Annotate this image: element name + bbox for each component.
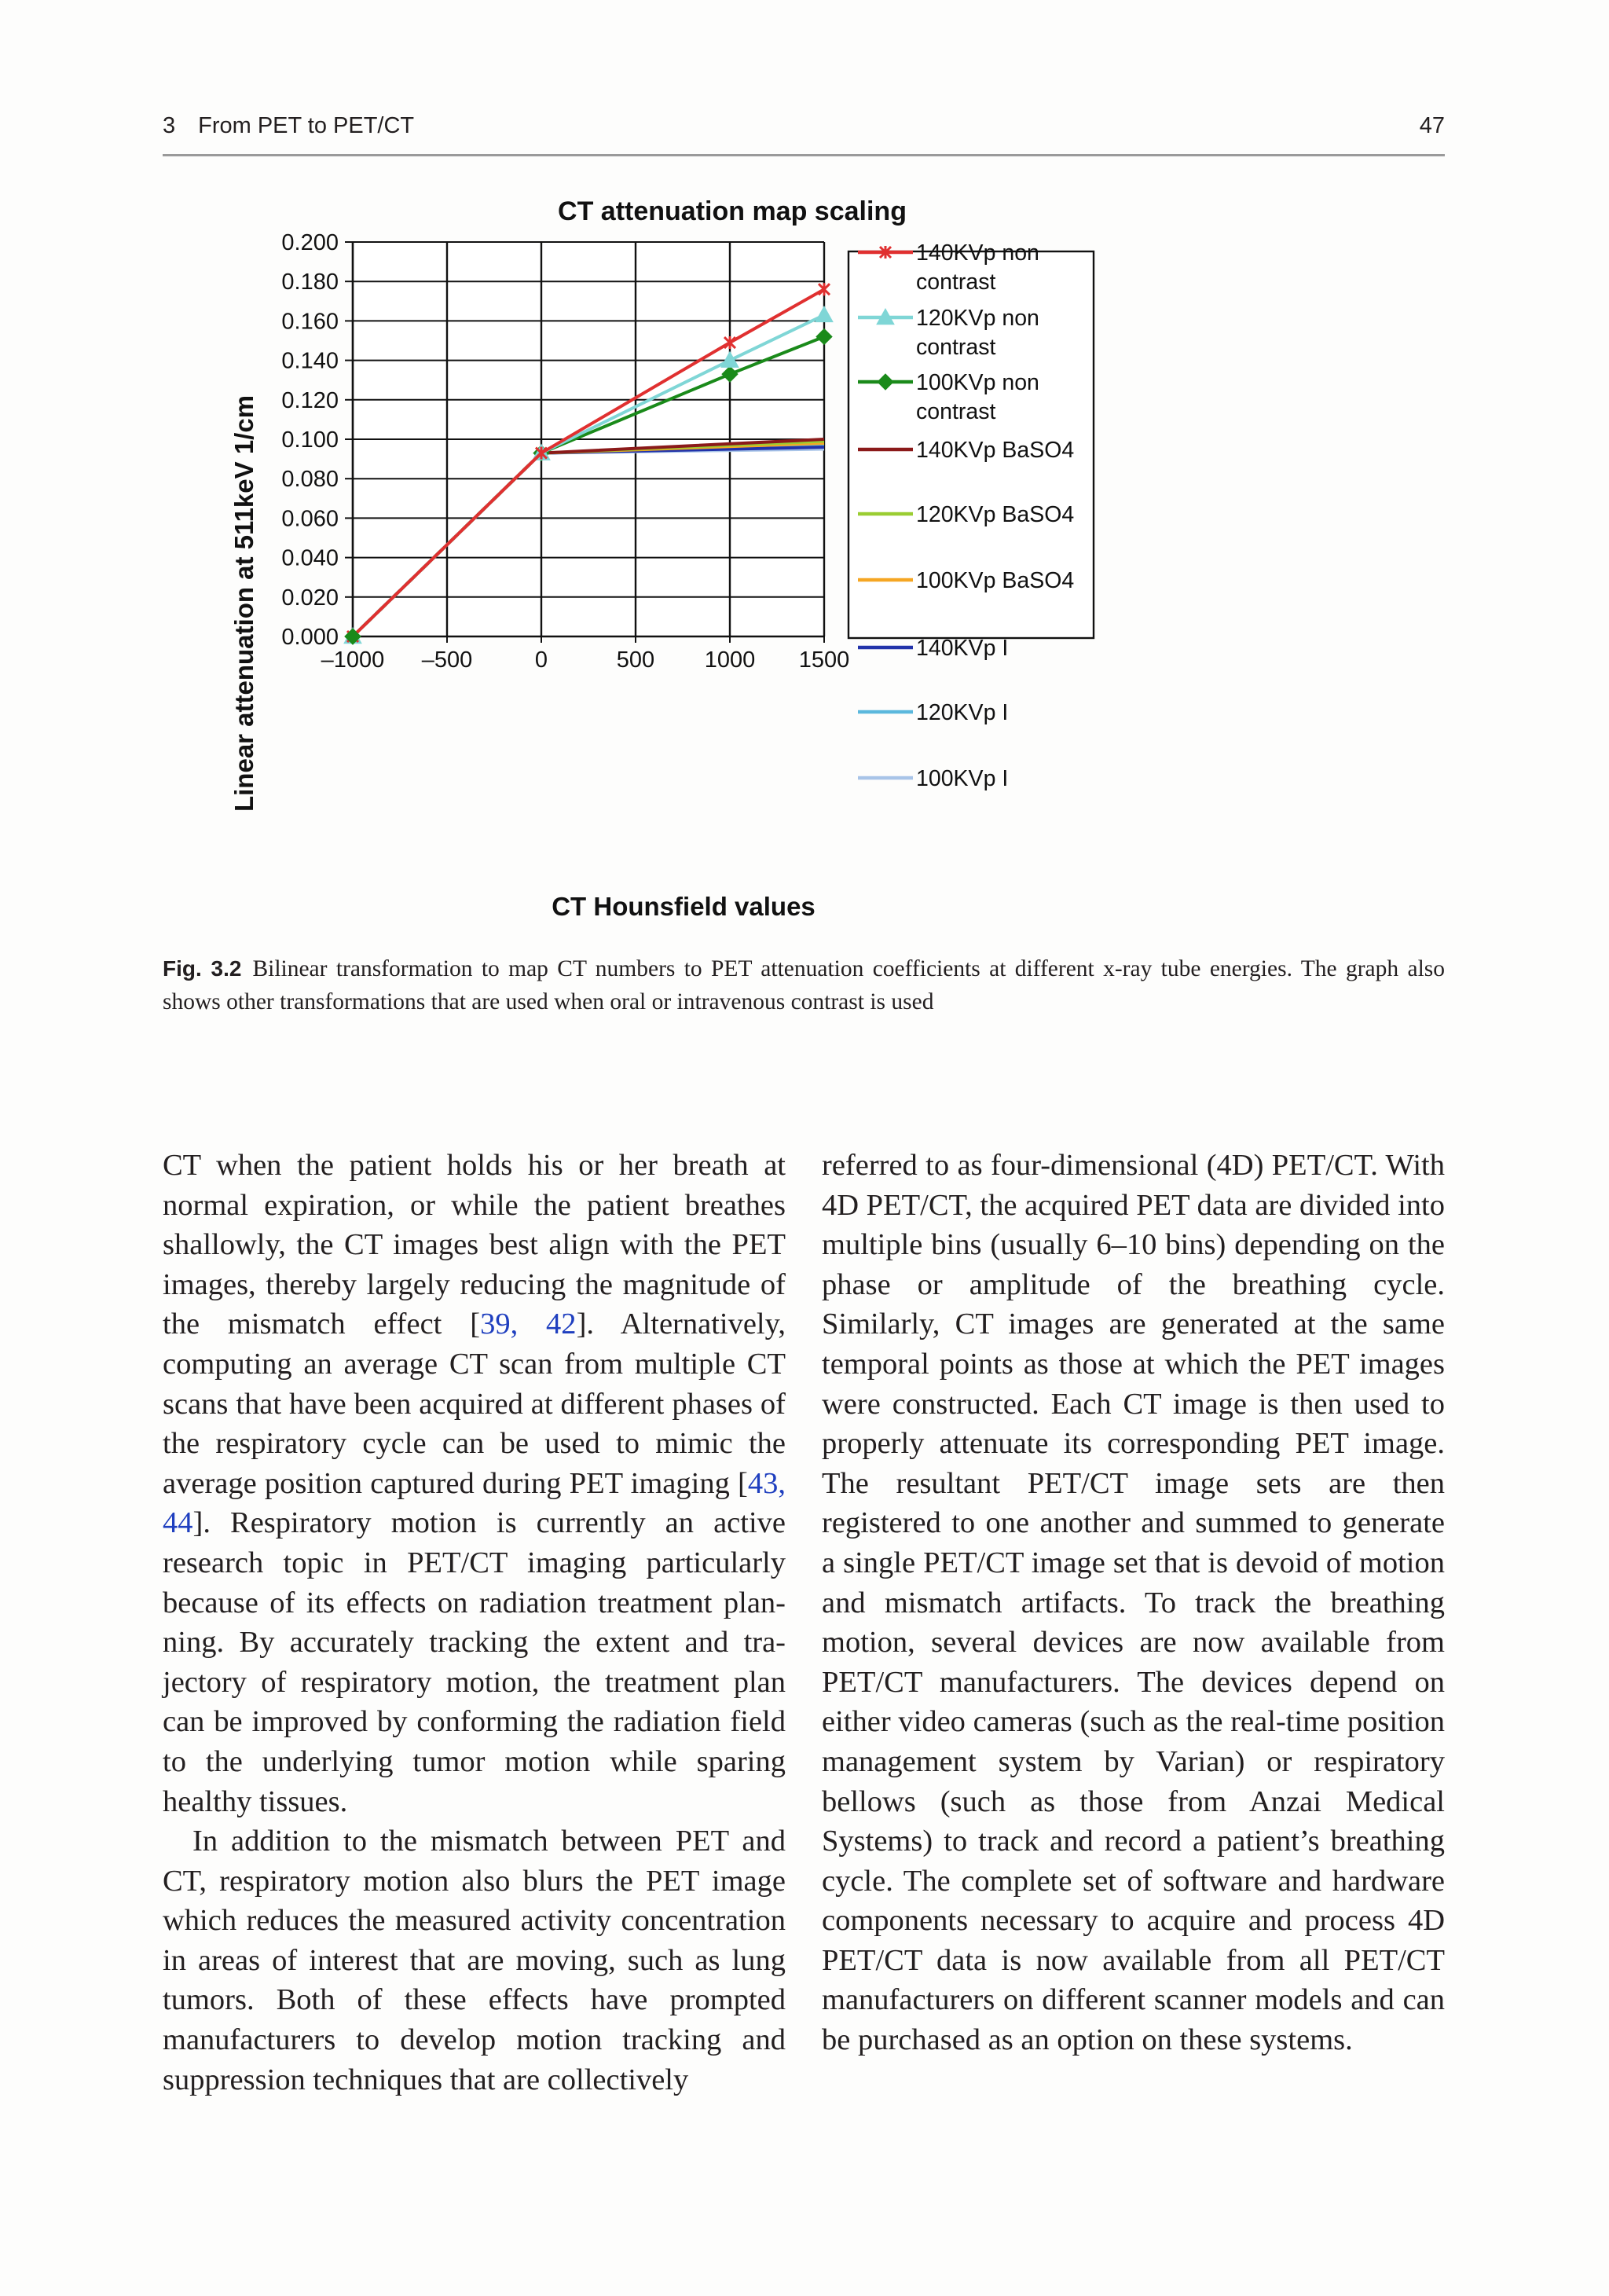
x-tick-label: 500: [616, 647, 655, 673]
y-tick-label: 0.020: [281, 585, 339, 611]
y-tick-label: 0.040: [281, 545, 339, 571]
y-tick-label: 0.060: [281, 506, 339, 532]
figure-caption-text: Bilinear transformation to map CT numbers to PET attenuation coefficients at different x-ray tube energies. The graph also shows other transformations that are used when oral or intravenous contrast is used: [163, 956, 1446, 1014]
x-tick-label: –1000: [321, 647, 385, 673]
legend-label: contrast: [916, 399, 996, 424]
legend-label: 120KVp non: [916, 306, 1039, 331]
paragraph-text: CT when the patient holds his or her breath at normal expiration, or while the patient breathes shallowly, the CT images best align with the PET images, thereby largely reducing the magnitude of the mismatch effect [: [163, 1149, 786, 1341]
paragraph-text: ]. Alternatively, computing an average CT scan from multiple CT scans that have been acquired at different phases of the respiratory cycle can be used to mimic the average position captured during PET imaging [: [163, 1308, 786, 1500]
running-head: [163, 112, 1445, 149]
x-tick-label: 1500: [798, 647, 850, 673]
header-rule: [163, 154, 1445, 156]
legend-label: 100KVp I: [916, 766, 1009, 791]
paragraph-text: ]. Respiratory motion is currently an active research topic in PET/CT imaging particularly because of its effects on radiation treatment planning. By accurately tracking the extent and trajectory of respiratory motion, the treatment plan can be improved by conforming the radiation field to the underlying tumor motion while sparing healthy tissues.: [163, 1506, 786, 1818]
page-number: 47: [1419, 113, 1445, 138]
paragraph-text: referred to as four-dimensional (4D) PET/CT. With 4D PET/CT, the acquired PET data are divided into multiple bins (usually 6–10 bins) depending on the phase or amplitude of the breathing cycle. Similarly, CT images are generated at the same temporal points as those at which the PET images were constructed. Each CT image is then used to properly attenuate its corresponding PET image. The resultant PET/CT image sets are then registered to one another and summed to generate a single PET/CT image set that is devoid of motion and mismatch artifacts. To track the breathing motion, several devices are now available from PET/CT manufacturers. The devices depend on either video cameras (such as the real-time position management system by Varian) or respiratory bellows (such as those from Anzai Medical Systems) to track and record a patient’s breathing cycle. The complete set of software and hardware components necessary to acquire and process 4D PET/CT data is now available from all PET/CT manufacturers on different scanner models and can be purchased as an option on these systems.: [822, 1149, 1445, 2057]
x-tick-label: 0: [534, 647, 548, 673]
legend-label: 120KVp BaSO4: [916, 502, 1075, 527]
citation-link[interactable]: 43, 44: [163, 1466, 786, 1540]
y-tick-label: 0.180: [281, 270, 339, 295]
y-tick-label: 0.120: [281, 387, 339, 413]
paragraph: [163, 1821, 786, 2100]
legend-label: contrast: [916, 270, 996, 295]
chart-title: CT attenuation map scaling: [558, 196, 907, 226]
y-tick-label: 0.200: [281, 230, 339, 255]
y-tick-label: 0.080: [281, 467, 339, 493]
legend-label: contrast: [916, 335, 996, 360]
legend-label: 140KVp non: [916, 240, 1039, 266]
figure: [212, 189, 1391, 939]
body-column-right: [822, 1146, 1445, 2060]
y-axis-label: Linear attenuation at 511keV 1/cm: [229, 394, 258, 812]
figure-label: Fig. 3.2: [163, 956, 242, 981]
paragraph: [163, 1146, 786, 1821]
citation-link[interactable]: 39, 42: [480, 1308, 577, 1341]
legend-label: 140KVp BaSO4: [916, 438, 1075, 463]
body-column-left: [163, 1146, 786, 2100]
attenuation-chart: [212, 189, 1391, 935]
y-tick-label: 0.000: [281, 625, 339, 650]
y-tick-label: 0.140: [281, 348, 339, 374]
x-tick-label: 1000: [704, 647, 756, 673]
x-axis-label: CT Hounsfield values: [552, 892, 815, 921]
legend-label: 100KVp BaSO4: [916, 568, 1075, 593]
figure-caption: [163, 952, 1445, 1018]
paragraph: [822, 1146, 1445, 2060]
legend-label: 100KVp non: [916, 370, 1039, 395]
y-tick-label: 0.160: [281, 309, 339, 335]
legend-label: 120KVp I: [916, 700, 1009, 725]
paragraph-text: In addition to the mismatch between PET and CT, respiratory motion also blurs the PET image which reduces the measured activity concentration in areas of interest that are moving, such as lung tumors. Both of these effects have prompted manufacturers to develop motion tracking and suppression techniques that are collectively: [163, 1825, 786, 2096]
running-head-chapter: 3 From PET to PET/CT: [163, 113, 415, 138]
x-tick-label: –500: [421, 647, 473, 673]
legend-label: 140KVp I: [916, 636, 1009, 661]
y-tick-label: 0.100: [281, 427, 339, 453]
